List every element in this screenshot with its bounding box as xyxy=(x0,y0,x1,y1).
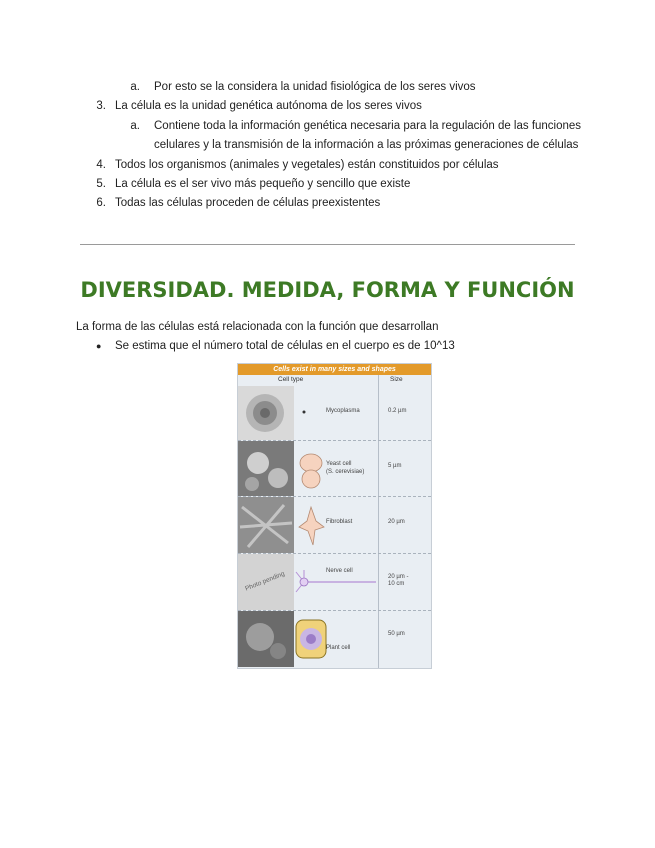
list-marker: 4. xyxy=(96,159,106,171)
list-text: Todos los organismos (animales y vegetales) están constituidos por células xyxy=(115,159,499,171)
figure-row xyxy=(238,497,431,554)
figure-title: Cells exist in many sizes and shapes xyxy=(238,364,431,375)
figure-col-size: Size xyxy=(390,376,403,383)
plant-cell-micrograph xyxy=(238,611,294,667)
cell-size-figure xyxy=(237,363,432,669)
list-text: Por esto se la considera la unidad fisiológica de los seres vivos xyxy=(154,81,476,93)
list-text: Todas las células proceden de células preexistentes xyxy=(115,197,381,209)
list-marker: a. xyxy=(130,120,140,132)
list-text: La célula es la unidad genética autónoma de los seres vivos xyxy=(115,100,422,112)
mycoplasma-dot-icon xyxy=(302,410,306,414)
cell-name: Mycoplasma xyxy=(326,408,360,414)
horizontal-divider xyxy=(80,244,575,245)
list-text: La célula es el ser vivo más pequeño y sencillo que existe xyxy=(115,178,411,190)
cell-name: Fibroblast xyxy=(326,519,353,525)
yeast-micrograph xyxy=(238,441,294,496)
figure-row xyxy=(238,554,431,611)
figure-row xyxy=(238,441,431,497)
cell-size: 0.2 µm xyxy=(388,408,407,414)
section-paragraph: La forma de las células está relacionada con la función que desarrollan xyxy=(76,321,439,333)
cell-name-species: (S. cerevisiae) xyxy=(326,469,365,475)
bullet-marker: ● xyxy=(96,341,102,351)
cell-size: 50 µm xyxy=(388,631,405,637)
yeast-cell-illustration xyxy=(294,447,328,492)
plant-cell-illustration xyxy=(294,617,328,661)
fibroblast-illustration xyxy=(296,503,326,549)
cell-size-upper: 10 cm xyxy=(388,581,405,587)
figure-col-cell-type: Cell type xyxy=(278,376,304,383)
cell-name: Yeast cell xyxy=(326,461,352,467)
figure-row xyxy=(238,611,431,667)
figure-row xyxy=(238,386,431,441)
cell-size: 5 µm xyxy=(388,463,402,469)
mycoplasma-micrograph xyxy=(238,386,294,440)
fibroblast-micrograph xyxy=(238,497,294,553)
list-marker: a. xyxy=(130,81,140,93)
list-text-continued: celulares y la transmisión de la información a las próximas generaciones de células xyxy=(154,139,579,151)
cell-size: 20 µm - xyxy=(388,574,409,580)
bullet-text: Se estima que el número total de células en el cuerpo es de 10^13 xyxy=(115,340,455,352)
photo-pending-label: Photo pending xyxy=(244,570,286,593)
section-heading: DIVERSIDAD. MEDIDA, FORMA Y FUNCIÓN xyxy=(80,278,575,302)
cell-size: 20 µm xyxy=(388,519,405,525)
list-marker: 6. xyxy=(96,197,106,209)
cell-name: Plant cell xyxy=(326,645,351,651)
list-marker: 5. xyxy=(96,178,106,190)
list-text: Contiene toda la información genética necesaria para la regulación de las funciones xyxy=(154,120,582,132)
list-marker: 3. xyxy=(96,100,106,112)
cell-name: Nerve cell xyxy=(326,568,353,574)
